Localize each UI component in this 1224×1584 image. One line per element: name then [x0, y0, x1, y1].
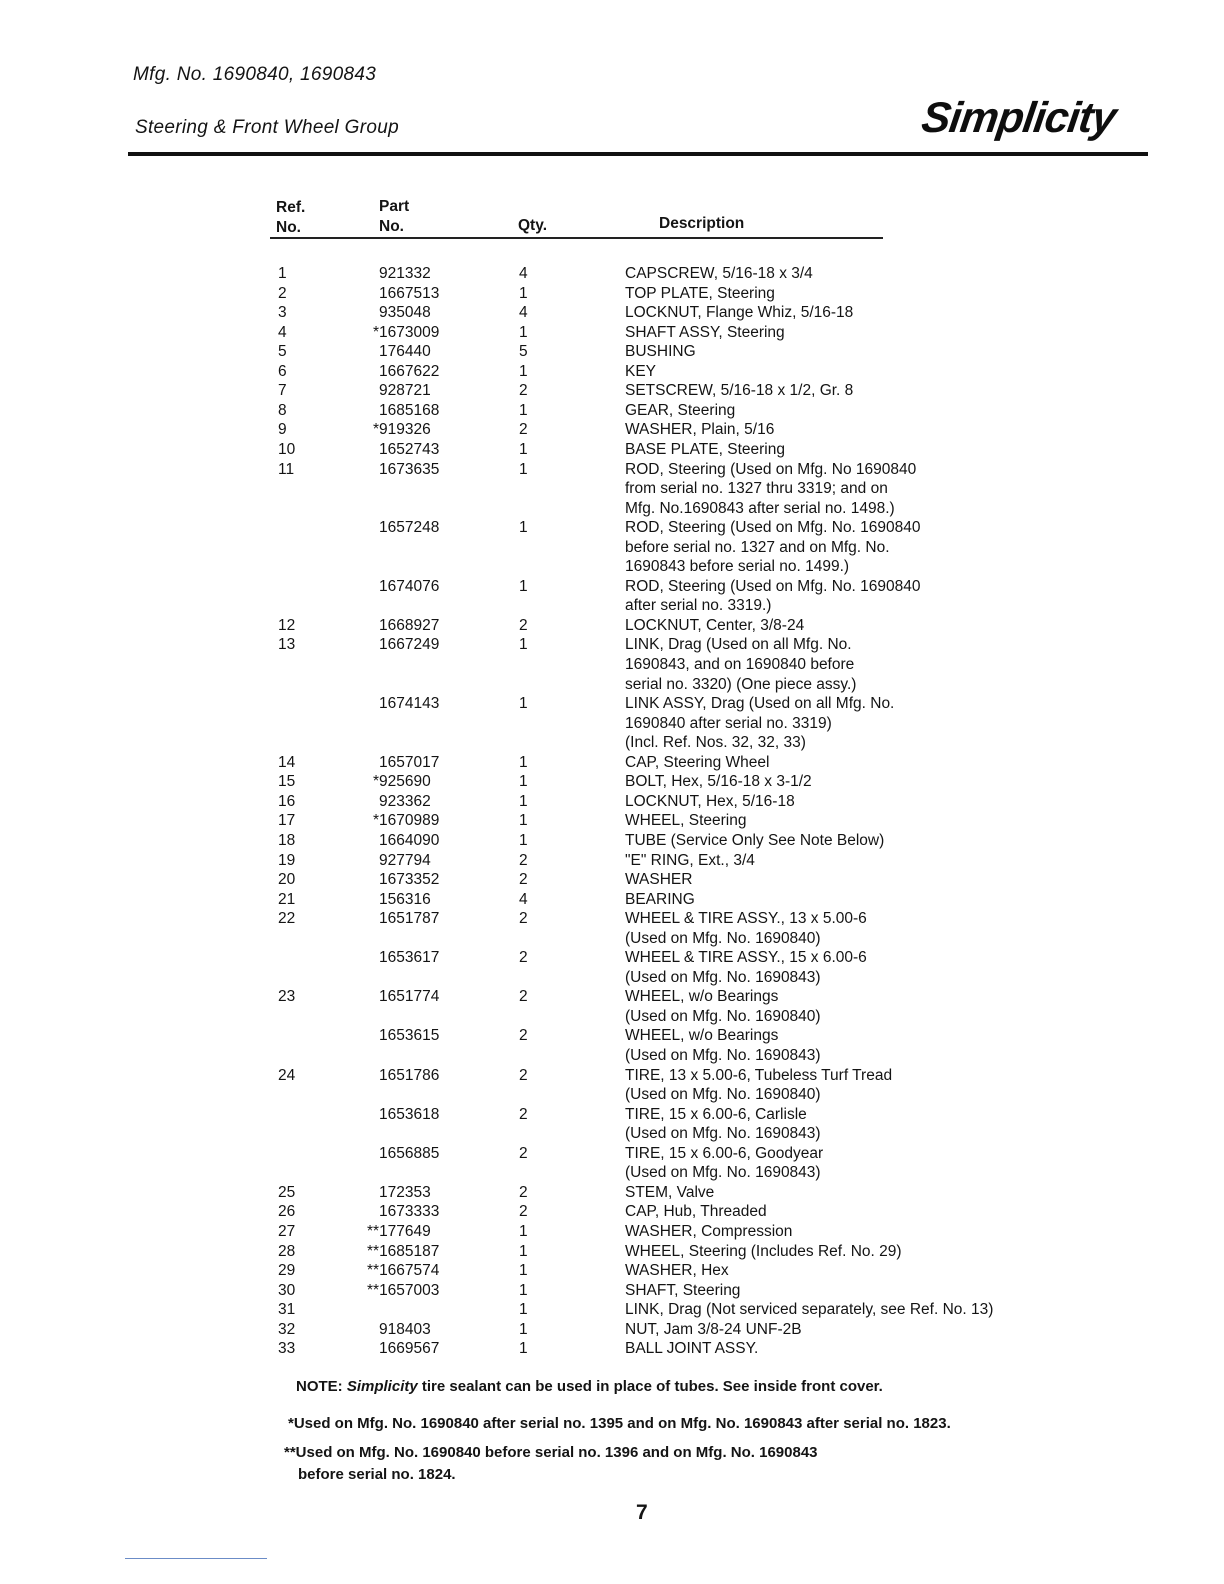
table-row [0, 890, 1224, 910]
part-number: **177649 [367, 1222, 431, 1240]
mfg-numbers: Mfg. No. 1690840, 1690843 [133, 64, 377, 85]
ref-number: 6 [278, 362, 287, 380]
description-line: 1690840 after serial no. 3319) [625, 714, 832, 732]
ref-number: 29 [278, 1262, 296, 1280]
table-row [0, 948, 1224, 987]
table-row [0, 381, 1224, 401]
part-number: 156316 [379, 890, 431, 908]
quantity: 2 [519, 1066, 528, 1084]
ref-number: 15 [278, 773, 296, 791]
description-line: WHEEL, w/o Bearings [625, 1027, 779, 1045]
quantity: 1 [519, 1242, 528, 1260]
quantity: 2 [519, 1144, 528, 1162]
quantity: 1 [519, 284, 528, 302]
ref-number: 27 [278, 1222, 296, 1240]
description-line: BEARING [625, 890, 695, 908]
description-line: WHEEL & TIRE ASSY., 13 x 5.00-6 [625, 910, 867, 928]
quantity: 1 [519, 323, 528, 341]
quantity: 2 [519, 1027, 528, 1045]
quantity: 4 [519, 304, 528, 322]
description-line: BOLT, Hex, 5/16-18 x 3-1/2 [625, 773, 812, 791]
part-number: 1669567 [379, 1340, 440, 1358]
part-number: 172353 [379, 1183, 431, 1201]
ref-number: 32 [278, 1320, 296, 1338]
table-row [0, 1339, 1224, 1359]
quantity: 1 [519, 1301, 528, 1319]
table-row [0, 1320, 1224, 1340]
table-row [0, 1183, 1224, 1203]
description-line: WHEEL, Steering (Includes Ref. No. 29) [625, 1242, 902, 1260]
quantity: 1 [519, 773, 528, 791]
quantity: 5 [519, 343, 528, 361]
ref-number: 31 [278, 1301, 296, 1319]
quantity: 1 [519, 1262, 528, 1280]
table-row [0, 1202, 1224, 1222]
description-line: after serial no. 3319.) [625, 597, 772, 615]
quantity: 4 [519, 890, 528, 908]
quantity: 1 [519, 636, 528, 654]
quantity: 1 [519, 792, 528, 810]
bottom-edge-line [125, 1558, 267, 1559]
ref-header-line1: Ref. [276, 199, 306, 216]
description-line: CAP, Hub, Threaded [625, 1203, 767, 1221]
quantity: 2 [519, 910, 528, 928]
table-row [0, 616, 1224, 636]
quantity: 1 [519, 1340, 528, 1358]
table-row [0, 440, 1224, 460]
part-number: 1674076 [379, 577, 440, 595]
part-number: 918403 [379, 1320, 431, 1338]
description-line: (Used on Mfg. No. 1690843) [625, 1046, 821, 1064]
part-number: 1673635 [379, 460, 440, 478]
double-star-footnote-line2: before serial no. 1824. [298, 1466, 456, 1483]
description-line: GEAR, Steering [625, 401, 736, 419]
note-prefix: NOTE: [296, 1378, 343, 1395]
quantity: 2 [519, 988, 528, 1006]
table-row [0, 1300, 1224, 1320]
ref-number: 16 [278, 792, 296, 810]
quantity: 1 [519, 1320, 528, 1338]
header-rule [128, 152, 1148, 156]
table-row [0, 303, 1224, 323]
table-row [0, 635, 1224, 694]
description-line: WASHER, Plain, 5/16 [625, 421, 775, 439]
table-row [0, 1281, 1224, 1301]
part-number: 1667622 [379, 362, 440, 380]
description-line: SETSCREW, 5/16-18 x 1/2, Gr. 8 [625, 382, 854, 400]
ref-number: 19 [278, 851, 296, 869]
tire-sealant-note [296, 1377, 883, 1397]
part-number: 935048 [379, 304, 431, 322]
description-line: TIRE, 13 x 5.00-6, Tubeless Turf Tread [625, 1066, 893, 1084]
simplicity-logo: Simplicity [918, 94, 1119, 142]
description-line: WASHER [625, 871, 693, 889]
table-row [0, 518, 1224, 577]
ref-number: 13 [278, 636, 296, 654]
table-row [0, 323, 1224, 343]
description-line: LOCKNUT, Center, 3/8-24 [625, 616, 805, 634]
quantity: 1 [519, 440, 528, 458]
quantity: 2 [519, 421, 528, 439]
description-header: Description [659, 215, 745, 232]
ref-no-header [276, 198, 305, 238]
table-row [0, 577, 1224, 616]
part-number: **1657003 [367, 1281, 440, 1299]
description-line: TUBE (Service Only See Note Below) [625, 831, 885, 849]
table-row [0, 831, 1224, 851]
table-row [0, 342, 1224, 362]
table-row [0, 1222, 1224, 1242]
ref-number: 24 [278, 1066, 296, 1084]
quantity: 1 [519, 362, 528, 380]
table-row [0, 1066, 1224, 1105]
quantity: 4 [519, 265, 528, 282]
description-line: TIRE, 15 x 6.00-6, Goodyear [625, 1144, 824, 1162]
part-number: 928721 [379, 382, 431, 400]
ref-number: 23 [278, 988, 296, 1006]
part-header-line1: Part [379, 198, 410, 215]
description-line: KEY [625, 362, 657, 380]
part-header-line2: No. [379, 218, 404, 235]
quantity: 1 [519, 831, 528, 849]
description-line: serial no. 3320) (One piece assy.) [625, 675, 857, 693]
table-row [0, 753, 1224, 773]
table-row [0, 694, 1224, 753]
description-line: ROD, Steering (Used on Mfg. No. 1690840 [625, 577, 921, 595]
description-line: ROD, Steering (Used on Mfg. No 1690840 [625, 460, 917, 478]
table-row [0, 772, 1224, 792]
part-number: 1673352 [379, 871, 440, 889]
quantity: 1 [519, 460, 528, 478]
ref-number: 22 [278, 910, 296, 928]
description-line: WHEEL, Steering [625, 812, 747, 830]
table-row [0, 1261, 1224, 1281]
part-number: 1653615 [379, 1027, 440, 1045]
description-line: from serial no. 1327 thru 3319; and on [625, 480, 888, 498]
description-line: 1690843, and on 1690840 before [625, 655, 855, 673]
part-number: *919326 [373, 421, 431, 439]
quantity: 2 [519, 1203, 528, 1221]
note-rest: tire sealant can be used in place of tubes. See inside front cover. [417, 1378, 883, 1395]
ref-number: 28 [278, 1242, 296, 1260]
ref-number: 12 [278, 616, 296, 634]
part-no-header [379, 197, 409, 237]
part-number: 1651787 [379, 910, 440, 928]
ref-number: 33 [278, 1340, 296, 1358]
table-row [0, 362, 1224, 382]
quantity: 2 [519, 1183, 528, 1201]
ref-number: 14 [278, 753, 296, 771]
part-number: 1668927 [379, 616, 440, 634]
description-line: (Used on Mfg. No. 1690843) [625, 1164, 821, 1182]
part-number: *1673009 [373, 323, 440, 341]
part-number: 1656885 [379, 1144, 440, 1162]
quantity: 1 [519, 401, 528, 419]
ref-number: 8 [278, 401, 287, 419]
note-brand: Simplicity [346, 1378, 418, 1395]
part-number: 176440 [379, 343, 431, 361]
ref-number: 1 [278, 265, 287, 282]
description-line: ROD, Steering (Used on Mfg. No. 1690840 [625, 519, 921, 537]
description-line: Mfg. No.1690843 after serial no. 1498.) [625, 499, 895, 517]
description-line: WASHER, Hex [625, 1262, 729, 1280]
part-number: 921332 [379, 265, 431, 282]
part-number: *925690 [373, 773, 431, 791]
description-line: CAPSCREW, 5/16-18 x 3/4 [625, 265, 813, 282]
description-line: STEM, Valve [625, 1183, 715, 1201]
table-row [0, 264, 1224, 284]
ref-number: 9 [278, 421, 287, 439]
part-number: 1667249 [379, 636, 440, 654]
table-row [0, 460, 1224, 519]
table-row [0, 987, 1224, 1026]
part-number: 1685168 [379, 401, 440, 419]
part-number: 1651774 [379, 988, 440, 1006]
description-line: WHEEL & TIRE ASSY., 15 x 6.00-6 [625, 949, 867, 967]
quantity: 1 [519, 812, 528, 830]
ref-number: 30 [278, 1281, 296, 1299]
description-line: WHEEL, w/o Bearings [625, 988, 779, 1006]
description-line: LOCKNUT, Hex, 5/16-18 [625, 792, 795, 810]
description-line: SHAFT, Steering [625, 1281, 741, 1299]
description-line: NUT, Jam 3/8-24 UNF-2B [625, 1320, 802, 1338]
part-number: 1651786 [379, 1066, 440, 1084]
description-line: 1690843 before serial no. 1499.) [625, 558, 850, 576]
part-number: 1653617 [379, 949, 440, 967]
part-number: 1657017 [379, 753, 440, 771]
part-number: 1674143 [379, 695, 440, 713]
quantity: 1 [519, 577, 528, 595]
description-line: LOCKNUT, Flange Whiz, 5/16-18 [625, 304, 854, 322]
description-line: LINK, Drag (Used on all Mfg. No. [625, 636, 852, 654]
ref-number: 17 [278, 812, 296, 830]
quantity: 2 [519, 616, 528, 634]
quantity: 2 [519, 382, 528, 400]
double-star-footnote-line1: **Used on Mfg. No. 1690840 before serial no. 1396 and on Mfg. No. 1690843 [284, 1444, 818, 1461]
description-line: BASE PLATE, Steering [625, 440, 785, 458]
table-header-rule [270, 237, 883, 239]
description-line: (Used on Mfg. No. 1690840) [625, 1007, 821, 1025]
part-number: 1664090 [379, 831, 440, 849]
quantity: 2 [519, 949, 528, 967]
ref-number: 10 [278, 440, 296, 458]
ref-number: 7 [278, 382, 287, 400]
part-number: 1657248 [379, 519, 440, 537]
quantity: 1 [519, 695, 528, 713]
table-row [0, 1144, 1224, 1183]
ref-number: 21 [278, 890, 296, 908]
part-number: 1673333 [379, 1203, 440, 1221]
description-line: TOP PLATE, Steering [625, 284, 775, 302]
description-line: (Used on Mfg. No. 1690843) [625, 1125, 821, 1143]
description-line: BUSHING [625, 343, 696, 361]
part-number: 1652743 [379, 440, 440, 458]
quantity: 2 [519, 1105, 528, 1123]
part-number: **1667574 [367, 1262, 440, 1280]
description-line: LINK, Drag (Not serviced separately, see Ref. No. 13) [625, 1301, 994, 1319]
table-row [0, 792, 1224, 812]
description-line: BALL JOINT ASSY. [625, 1340, 759, 1358]
description-line: before serial no. 1327 and on Mfg. No. [625, 538, 890, 556]
table-row [0, 909, 1224, 948]
ref-number: 11 [278, 460, 295, 478]
quantity: 1 [519, 519, 528, 537]
ref-number: 18 [278, 831, 296, 849]
part-number: 1667513 [379, 284, 440, 302]
description-line: (Incl. Ref. Nos. 32, 32, 33) [625, 734, 806, 752]
table-row [0, 284, 1224, 304]
description-line: CAP, Steering Wheel [625, 753, 770, 771]
table-row [0, 1105, 1224, 1144]
ref-number: 2 [278, 284, 287, 302]
description-line: SHAFT ASSY, Steering [625, 323, 785, 341]
table-row [0, 420, 1224, 440]
table-row [0, 811, 1224, 831]
ref-number: 20 [278, 871, 296, 889]
ref-number: 25 [278, 1183, 296, 1201]
description-line: TIRE, 15 x 6.00-6, Carlisle [625, 1105, 807, 1123]
description-line: (Used on Mfg. No. 1690840) [625, 1086, 821, 1104]
description-line: (Used on Mfg. No. 1690840) [625, 929, 821, 947]
ref-number: 3 [278, 304, 287, 322]
table-row [0, 1026, 1224, 1065]
quantity: 1 [519, 753, 528, 771]
group-title: Steering & Front Wheel Group [135, 117, 399, 138]
description-line: "E" RING, Ext., 3/4 [625, 851, 755, 869]
description-line: (Used on Mfg. No. 1690843) [625, 968, 821, 986]
single-star-footnote: *Used on Mfg. No. 1690840 after serial no. 1395 and on Mfg. No. 1690843 after serial no. 1823. [288, 1415, 951, 1432]
quantity: 1 [519, 1281, 528, 1299]
page-number: 7 [636, 1501, 648, 1524]
table-row [0, 851, 1224, 871]
part-number: 923362 [379, 792, 431, 810]
description-line: WASHER, Compression [625, 1222, 793, 1240]
ref-number: 4 [278, 323, 287, 341]
table-row [0, 401, 1224, 421]
table-row [0, 1242, 1224, 1262]
part-number: 1653618 [379, 1105, 440, 1123]
part-number: *1670989 [373, 812, 440, 830]
qty-header: Qty. [518, 217, 547, 234]
quantity: 2 [519, 871, 528, 889]
ref-header-line2: No. [276, 219, 301, 236]
part-number: 927794 [379, 851, 431, 869]
part-number: **1685187 [367, 1242, 440, 1260]
ref-number: 5 [278, 343, 287, 361]
table-row [0, 870, 1224, 890]
quantity: 1 [519, 1222, 528, 1240]
quantity: 2 [519, 851, 528, 869]
ref-number: 26 [278, 1203, 296, 1221]
description-line: LINK ASSY, Drag (Used on all Mfg. No. [625, 695, 895, 713]
